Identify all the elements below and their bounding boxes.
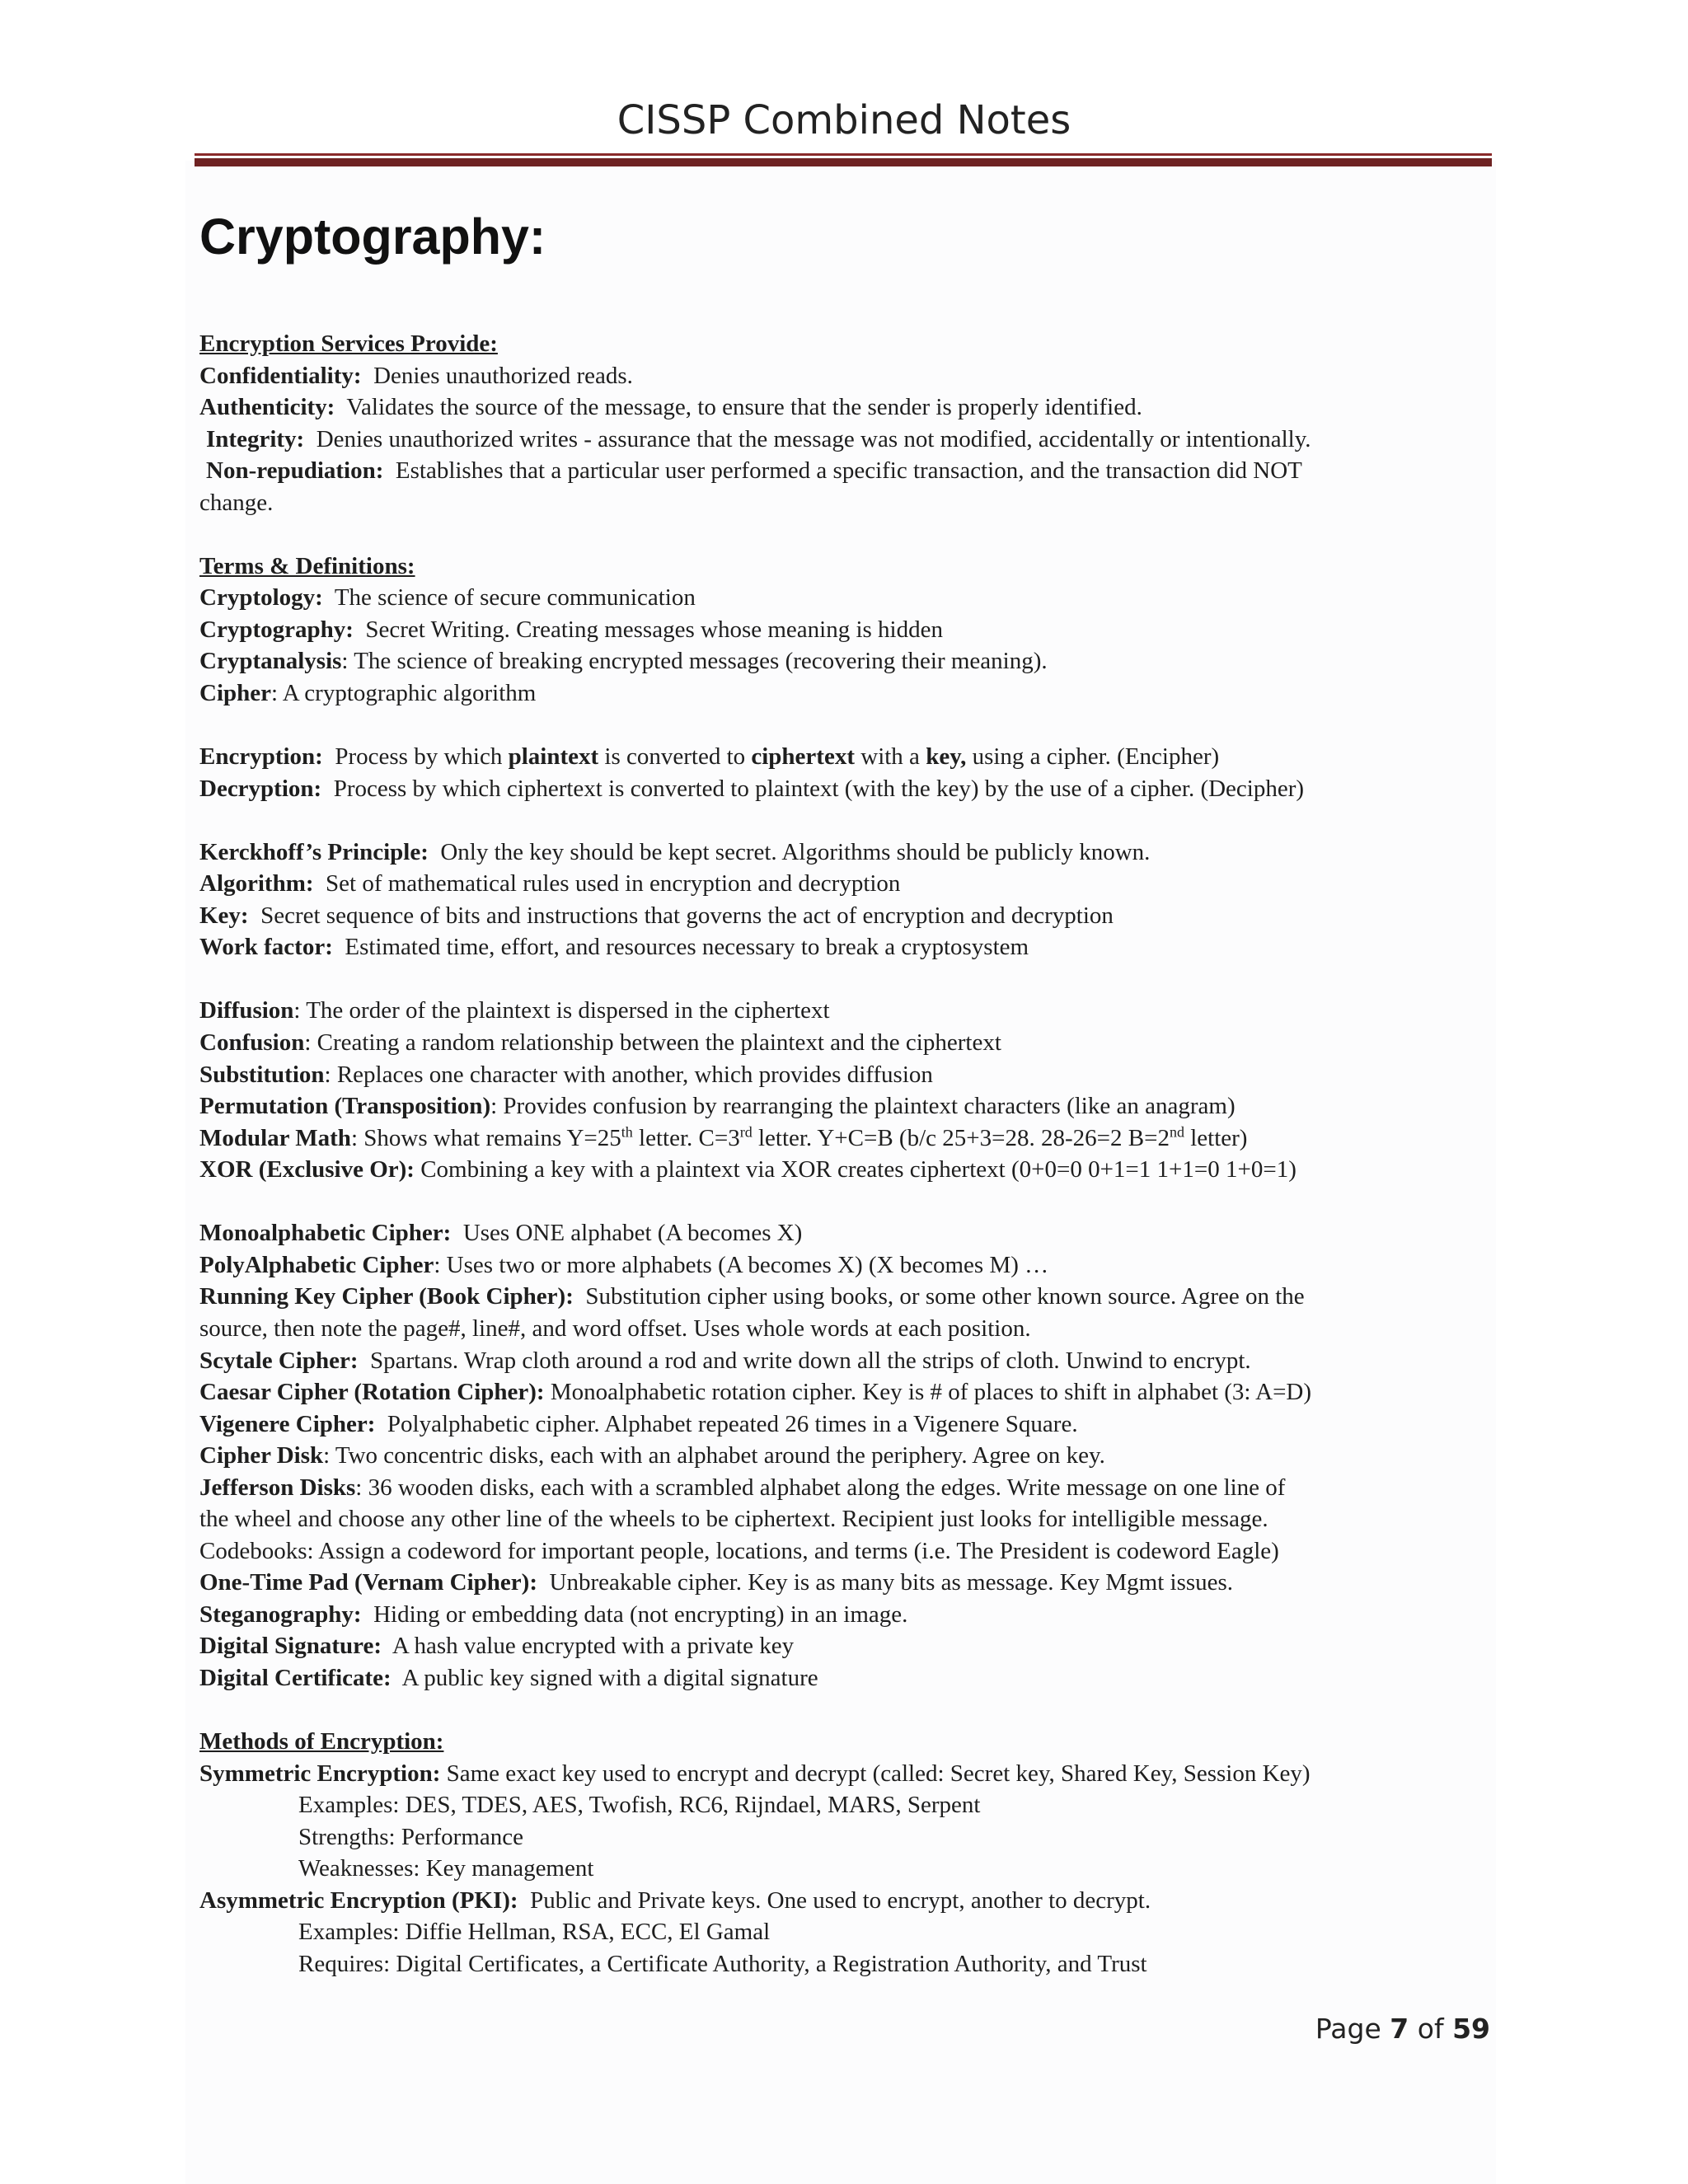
running-header: CISSP Combined Notes bbox=[617, 97, 1071, 143]
definition-line bbox=[199, 677, 1493, 710]
definition-line bbox=[199, 424, 1493, 456]
definition-text: Validates the source of the message, to ensure that the sender is properly identified. bbox=[346, 394, 1142, 421]
definition-term: Encryption: bbox=[199, 743, 323, 771]
definition-text: Substitution cipher using books, or some other known source. Agree on the bbox=[585, 1283, 1305, 1310]
definition-text: : Creating a random relationship between the plaintext and the ciphertext bbox=[304, 1029, 1001, 1057]
definition-line bbox=[199, 1885, 1493, 1917]
definition-term: Diffusion bbox=[199, 997, 294, 1024]
definition-text: Denies unauthorized writes - assurance that the message was not modified, accidentally or intentionally. bbox=[316, 425, 1311, 452]
page-word: Page bbox=[1315, 2013, 1381, 2045]
definition-line bbox=[199, 614, 1493, 646]
definition-term: Jefferson Disks bbox=[199, 1474, 356, 1501]
definition-term: Integrity: bbox=[206, 425, 305, 452]
definition-term: Authenticity: bbox=[199, 394, 335, 421]
definition-term: Scytale Cipher: bbox=[199, 1347, 359, 1374]
definition-text: Denies unauthorized reads. bbox=[373, 362, 633, 389]
definition-continuation: the wheel and choose any other line of the wheels to be ciphertext. Recipient just looks for intelligible message. bbox=[199, 1506, 1268, 1533]
definition-term: Cryptanalysis bbox=[199, 648, 342, 675]
definition-text: A hash value encrypted with a private key bbox=[392, 1633, 795, 1660]
definition-text: is converted to bbox=[598, 743, 752, 771]
definition-text: Unbreakable cipher. Key is as many bits as message. Key Mgmt issues. bbox=[549, 1569, 1234, 1596]
detail-line: Weaknesses: Key management bbox=[298, 1855, 594, 1882]
ordinal-suffix: nd bbox=[1169, 1123, 1184, 1141]
definition-line bbox=[199, 1122, 1493, 1155]
definition-text: Uses ONE alphabet (A becomes X) bbox=[462, 1220, 803, 1247]
definition-term: Non-repudiation: bbox=[206, 457, 384, 485]
definition-line bbox=[199, 360, 1493, 392]
definition-text: Public and Private keys. One used to encrypt, another to decrypt. bbox=[530, 1886, 1151, 1914]
definition-text: Combining a key with a plaintext via XOR creates ciphertext (0+0=0 0+1=1 1+1=0 1+0=1) bbox=[420, 1156, 1296, 1183]
definition-text: : Uses two or more alphabets (A becomes X) (X becomes M) … bbox=[434, 1251, 1049, 1278]
definition-term: Monoalphabetic Cipher: bbox=[199, 1220, 452, 1247]
definition-text: Estimated time, effort, and resources necessary to break a cryptosystem bbox=[345, 934, 1029, 961]
detail-line: Requires: Digital Certificates, a Certificate Authority, a Registration Authority, and Trust bbox=[298, 1950, 1147, 1977]
definition-term: One-Time Pad (Vernam Cipher): bbox=[199, 1569, 537, 1596]
definition-line bbox=[199, 1758, 1493, 1790]
definition-text: : Shows what remains Y=25 bbox=[350, 1124, 621, 1151]
definition-term: PolyAlphabetic Cipher bbox=[199, 1251, 434, 1278]
definition-text: using a cipher. (Encipher) bbox=[966, 743, 1220, 771]
definition-term: Key: bbox=[199, 902, 249, 929]
definition-text: letter. Y+C=B (b/c 25+3=28. 28-26=2 B=2 bbox=[752, 1124, 1170, 1151]
definition-term: Cryptography: bbox=[199, 616, 354, 643]
definition-continuation: source, then note the page#, line#, and word offset. Uses whole words at each position. bbox=[199, 1315, 1031, 1342]
definition-line bbox=[199, 1059, 1493, 1091]
definition-line bbox=[199, 1027, 1493, 1059]
definition-text: : Replaces one character with another, which provides diffusion bbox=[324, 1061, 933, 1088]
definition-term: Steganography: bbox=[199, 1601, 362, 1628]
definition-line bbox=[199, 645, 1493, 677]
definition-term: Digital Signature: bbox=[199, 1633, 382, 1660]
definition-term: Substitution bbox=[199, 1061, 325, 1088]
definition-term: Running Key Cipher (Book Cipher): bbox=[199, 1283, 574, 1310]
definition-text: letter. C=3 bbox=[632, 1124, 740, 1151]
definition-line bbox=[199, 741, 1493, 773]
definition-text: : The order of the plaintext is dispersed in the ciphertext bbox=[293, 997, 830, 1024]
header-rule bbox=[195, 153, 1492, 156]
definition-text: Process by which ciphertext is converted to plaintext (with the key) by the use of a cipher. (Decipher) bbox=[333, 775, 1305, 802]
of-word: of bbox=[1417, 2013, 1444, 2045]
definition-line bbox=[199, 455, 1493, 487]
page-content bbox=[199, 328, 1493, 1980]
definition-term: Confidentiality: bbox=[199, 362, 362, 389]
definition-line bbox=[199, 773, 1493, 805]
definition-text: letter) bbox=[1184, 1124, 1248, 1151]
definition-term: Permutation (Transposition) bbox=[199, 1093, 491, 1120]
definition-text: Only the key should be kept secret. Algorithms should be publicly known. bbox=[440, 838, 1151, 865]
definition-line bbox=[199, 1408, 1493, 1441]
definition-term: XOR (Exclusive Or): bbox=[199, 1156, 415, 1183]
definition-line bbox=[199, 868, 1493, 900]
definition-line bbox=[199, 1662, 1493, 1694]
definition-line bbox=[199, 1376, 1493, 1408]
definition-term: Modular Math bbox=[199, 1124, 351, 1151]
definition-line bbox=[199, 1630, 1493, 1662]
definition-text: Same exact key used to encrypt and decrypt (called: Secret key, Shared Key, Session Key) bbox=[446, 1760, 1311, 1787]
definition-line bbox=[199, 1599, 1493, 1631]
definition-line bbox=[199, 1217, 1493, 1249]
definition-text: Secret Writing. Creating messages whose meaning is hidden bbox=[365, 616, 943, 643]
definition-term: Work factor: bbox=[199, 934, 333, 961]
definition-text: Monoalphabetic rotation cipher. Key is # of places to shift in alphabet (3: A=D) bbox=[550, 1379, 1312, 1406]
definition-term: Caesar Cipher (Rotation Cipher): bbox=[199, 1379, 545, 1406]
definition-term: Digital Certificate: bbox=[199, 1664, 392, 1691]
definition-term: Symmetric Encryption: bbox=[199, 1760, 441, 1787]
services-heading: Encryption Services Provide: bbox=[199, 330, 498, 357]
definition-line bbox=[199, 1472, 1493, 1504]
definition-term: Cipher bbox=[199, 680, 271, 707]
methods-heading: Methods of Encryption: bbox=[199, 1728, 444, 1755]
definition-line bbox=[199, 995, 1493, 1027]
definition-text: Polyalphabetic cipher. Alphabet repeated 26 times in a Vigenere Square. bbox=[387, 1410, 1078, 1437]
definition-term: Vigenere Cipher: bbox=[199, 1410, 376, 1437]
ordinal-suffix: th bbox=[621, 1123, 633, 1141]
definition-line bbox=[199, 1249, 1493, 1282]
definition-term: Asymmetric Encryption (PKI): bbox=[199, 1886, 518, 1914]
definition-term: Decryption: bbox=[199, 775, 322, 802]
definition-term: Kerckhoff’s Principle: bbox=[199, 838, 429, 865]
total-pages: 59 bbox=[1452, 2013, 1490, 2045]
current-page: 7 bbox=[1390, 2013, 1409, 2045]
definition-line bbox=[199, 1345, 1493, 1377]
definition-line bbox=[199, 1090, 1493, 1122]
detail-line: Examples: DES, TDES, AES, Twofish, RC6, Rijndael, MARS, Serpent bbox=[298, 1792, 981, 1819]
detail-line: Strengths: Performance bbox=[298, 1823, 524, 1850]
ordinal-suffix: rd bbox=[739, 1123, 753, 1141]
keyword-ciphertext: ciphertext bbox=[751, 743, 855, 771]
definition-line bbox=[199, 931, 1493, 963]
definition-term: Confusion bbox=[199, 1029, 305, 1057]
definition-line bbox=[199, 1440, 1493, 1472]
definition-text: The science of secure communication bbox=[334, 584, 696, 612]
section-title: Cryptography: bbox=[199, 209, 546, 265]
definition-line bbox=[199, 1154, 1493, 1186]
definition-continuation: change. bbox=[199, 489, 274, 516]
definition-text: Spartans. Wrap cloth around a rod and write down all the strips of cloth. Unwind to encrypt. bbox=[370, 1347, 1251, 1374]
page-number bbox=[1315, 2013, 1490, 2045]
definition-text: with a bbox=[855, 743, 926, 771]
keyword-key: key, bbox=[926, 743, 967, 771]
definition-line bbox=[199, 900, 1493, 932]
definition-text: Secret sequence of bits and instructions that governs the act of encryption and decryption bbox=[260, 902, 1114, 929]
definition-text: Set of mathematical rules used in encryption and decryption bbox=[326, 870, 901, 898]
definition-text: Establishes that a particular user performed a specific transaction, and the transaction did NOT bbox=[395, 457, 1302, 485]
definition-text: : 36 wooden disks, each with a scrambled alphabet along the edges. Write message on one line of bbox=[355, 1474, 1286, 1501]
terms-heading: Terms & Definitions: bbox=[199, 552, 415, 579]
definition-term: Cryptology: bbox=[199, 584, 323, 612]
definition-line bbox=[199, 391, 1493, 424]
definition-line bbox=[199, 582, 1493, 614]
header-rule-thick bbox=[195, 158, 1492, 166]
definition-line bbox=[199, 837, 1493, 869]
definition-text: Hiding or embedding data (not encrypting) in an image. bbox=[373, 1601, 908, 1628]
definition-text: : Two concentric disks, each with an alphabet around the periphery. Agree on key. bbox=[323, 1442, 1105, 1469]
definition-text: : A cryptographic algorithm bbox=[271, 680, 537, 707]
definition-text: Process by which bbox=[335, 743, 509, 771]
definition-text: : Provides confusion by rearranging the plaintext characters (like an anagram) bbox=[490, 1093, 1236, 1120]
detail-line: Examples: Diffie Hellman, RSA, ECC, El Gamal bbox=[298, 1919, 771, 1946]
definition-text: A public key signed with a digital signature bbox=[401, 1664, 818, 1691]
definition-term: Cipher Disk bbox=[199, 1442, 324, 1469]
definition-line bbox=[199, 1567, 1493, 1599]
definition-term: Algorithm: bbox=[199, 870, 314, 898]
keyword-plaintext: plaintext bbox=[508, 743, 599, 771]
codebooks-line: Codebooks: Assign a codeword for important people, locations, and terms (i.e. The President is codeword Eagle) bbox=[199, 1537, 1279, 1564]
definition-line bbox=[199, 1281, 1493, 1313]
definition-text: : The science of breaking encrypted messages (recovering their meaning). bbox=[341, 648, 1048, 675]
